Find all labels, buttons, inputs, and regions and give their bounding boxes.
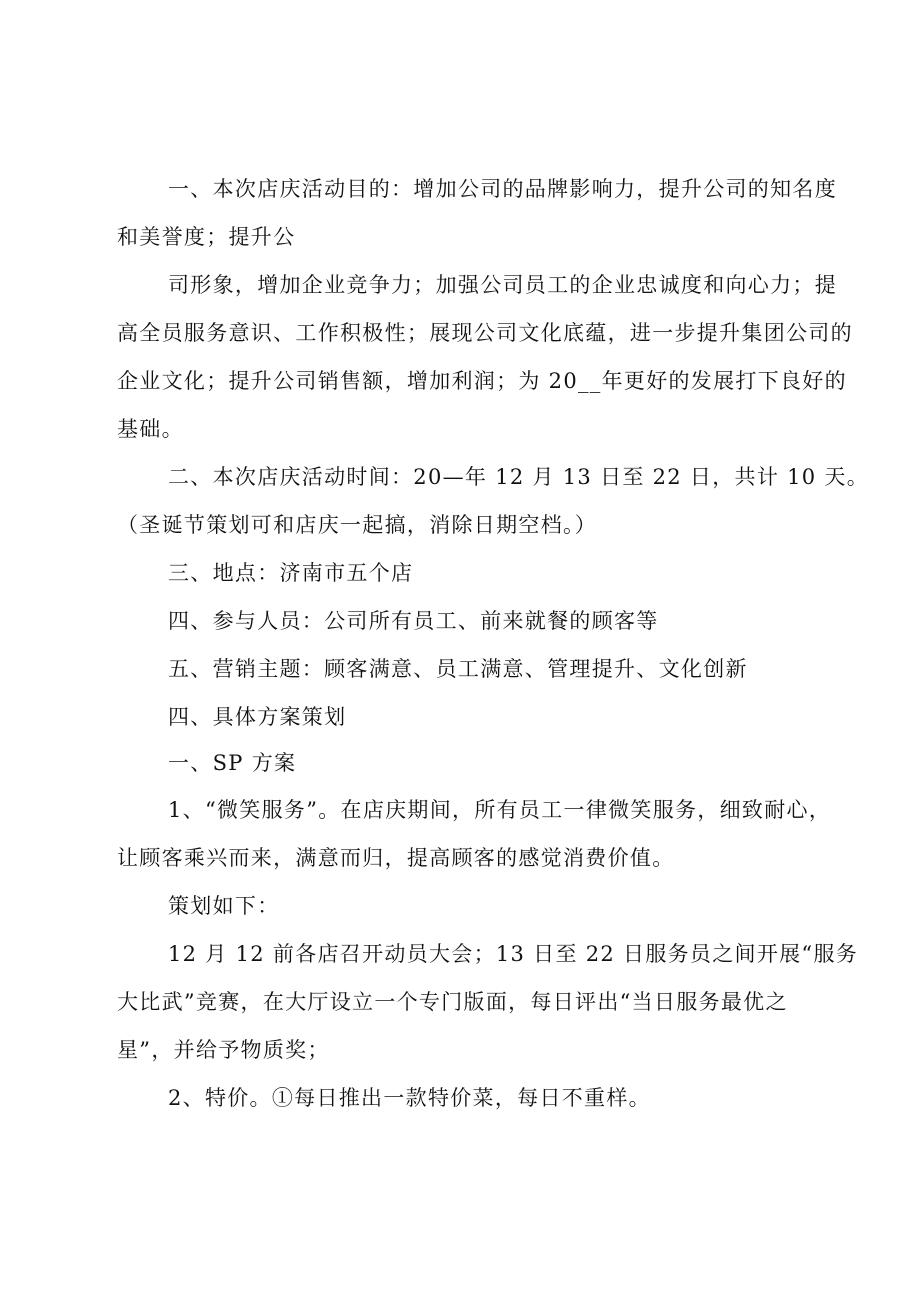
- paragraph-plan-intro: 策划如下：: [168, 894, 280, 918]
- section-heading-plan: 四、具体方案策划: [168, 705, 347, 729]
- paragraph-theme: 五、营销主题：顾客满意、员工满意、管理提升、文化创新: [168, 657, 748, 681]
- paragraph-purpose-line-2: 和美誉度；提升公: [117, 225, 296, 249]
- paragraph-purpose-line-5: 企业文化；提升公司销售额，增加利润；为 20__年更好的发展打下良好的: [117, 369, 847, 393]
- paragraph-location: 三、地点：济南市五个店: [168, 561, 414, 585]
- paragraph-purpose-line-4: 高全员服务意识、工作积极性；展现公司文化底蕴，进一步提升集团公司的: [117, 321, 853, 345]
- paragraph-purpose-line-6: 基础。: [117, 417, 184, 441]
- paragraph-time-note: （圣诞节策划可和店庆一起搞，消除日期空档。）: [117, 513, 598, 537]
- paragraph-time-line-1: 二、本次店庆活动时间：20—年 12 月 13 日至 22 日，共计 10 天。: [168, 465, 870, 489]
- paragraph-plan-line-1: 12 月 12 前各店召开动员大会；13 日至 22 日服务员之间开展“服务: [168, 942, 859, 966]
- paragraph-purpose-line-1: 一、本次店庆活动目的：增加公司的品牌影响力，提升公司的知名度: [168, 177, 837, 201]
- paragraph-plan-line-2: 大比武”竞赛，在大厅设立一个专门版面，每日评出“当日服务最优之: [117, 990, 788, 1014]
- section-heading-sp: 一、SP 方案: [168, 751, 297, 775]
- paragraph-plan-line-3: 星”，并给予物质奖；: [117, 1038, 330, 1062]
- paragraph-participants: 四、参与人员：公司所有员工、前来就餐的顾客等: [168, 609, 659, 633]
- paragraph-purpose-line-3: 司形象，增加企业竞争力；加强公司员工的企业忠诚度和向心力；提: [168, 273, 837, 297]
- paragraph-smile-service-line-1: 1、“微笑服务”。在店庆期间，所有员工一律微笑服务，细致耐心，: [168, 798, 832, 822]
- paragraph-special-price: 2、特价。①每日推出一款特价菜，每日不重样。: [168, 1086, 651, 1110]
- paragraph-smile-service-line-2: 让顾客乘兴而来，满意而归，提高顾客的感觉消费价值。: [117, 846, 675, 870]
